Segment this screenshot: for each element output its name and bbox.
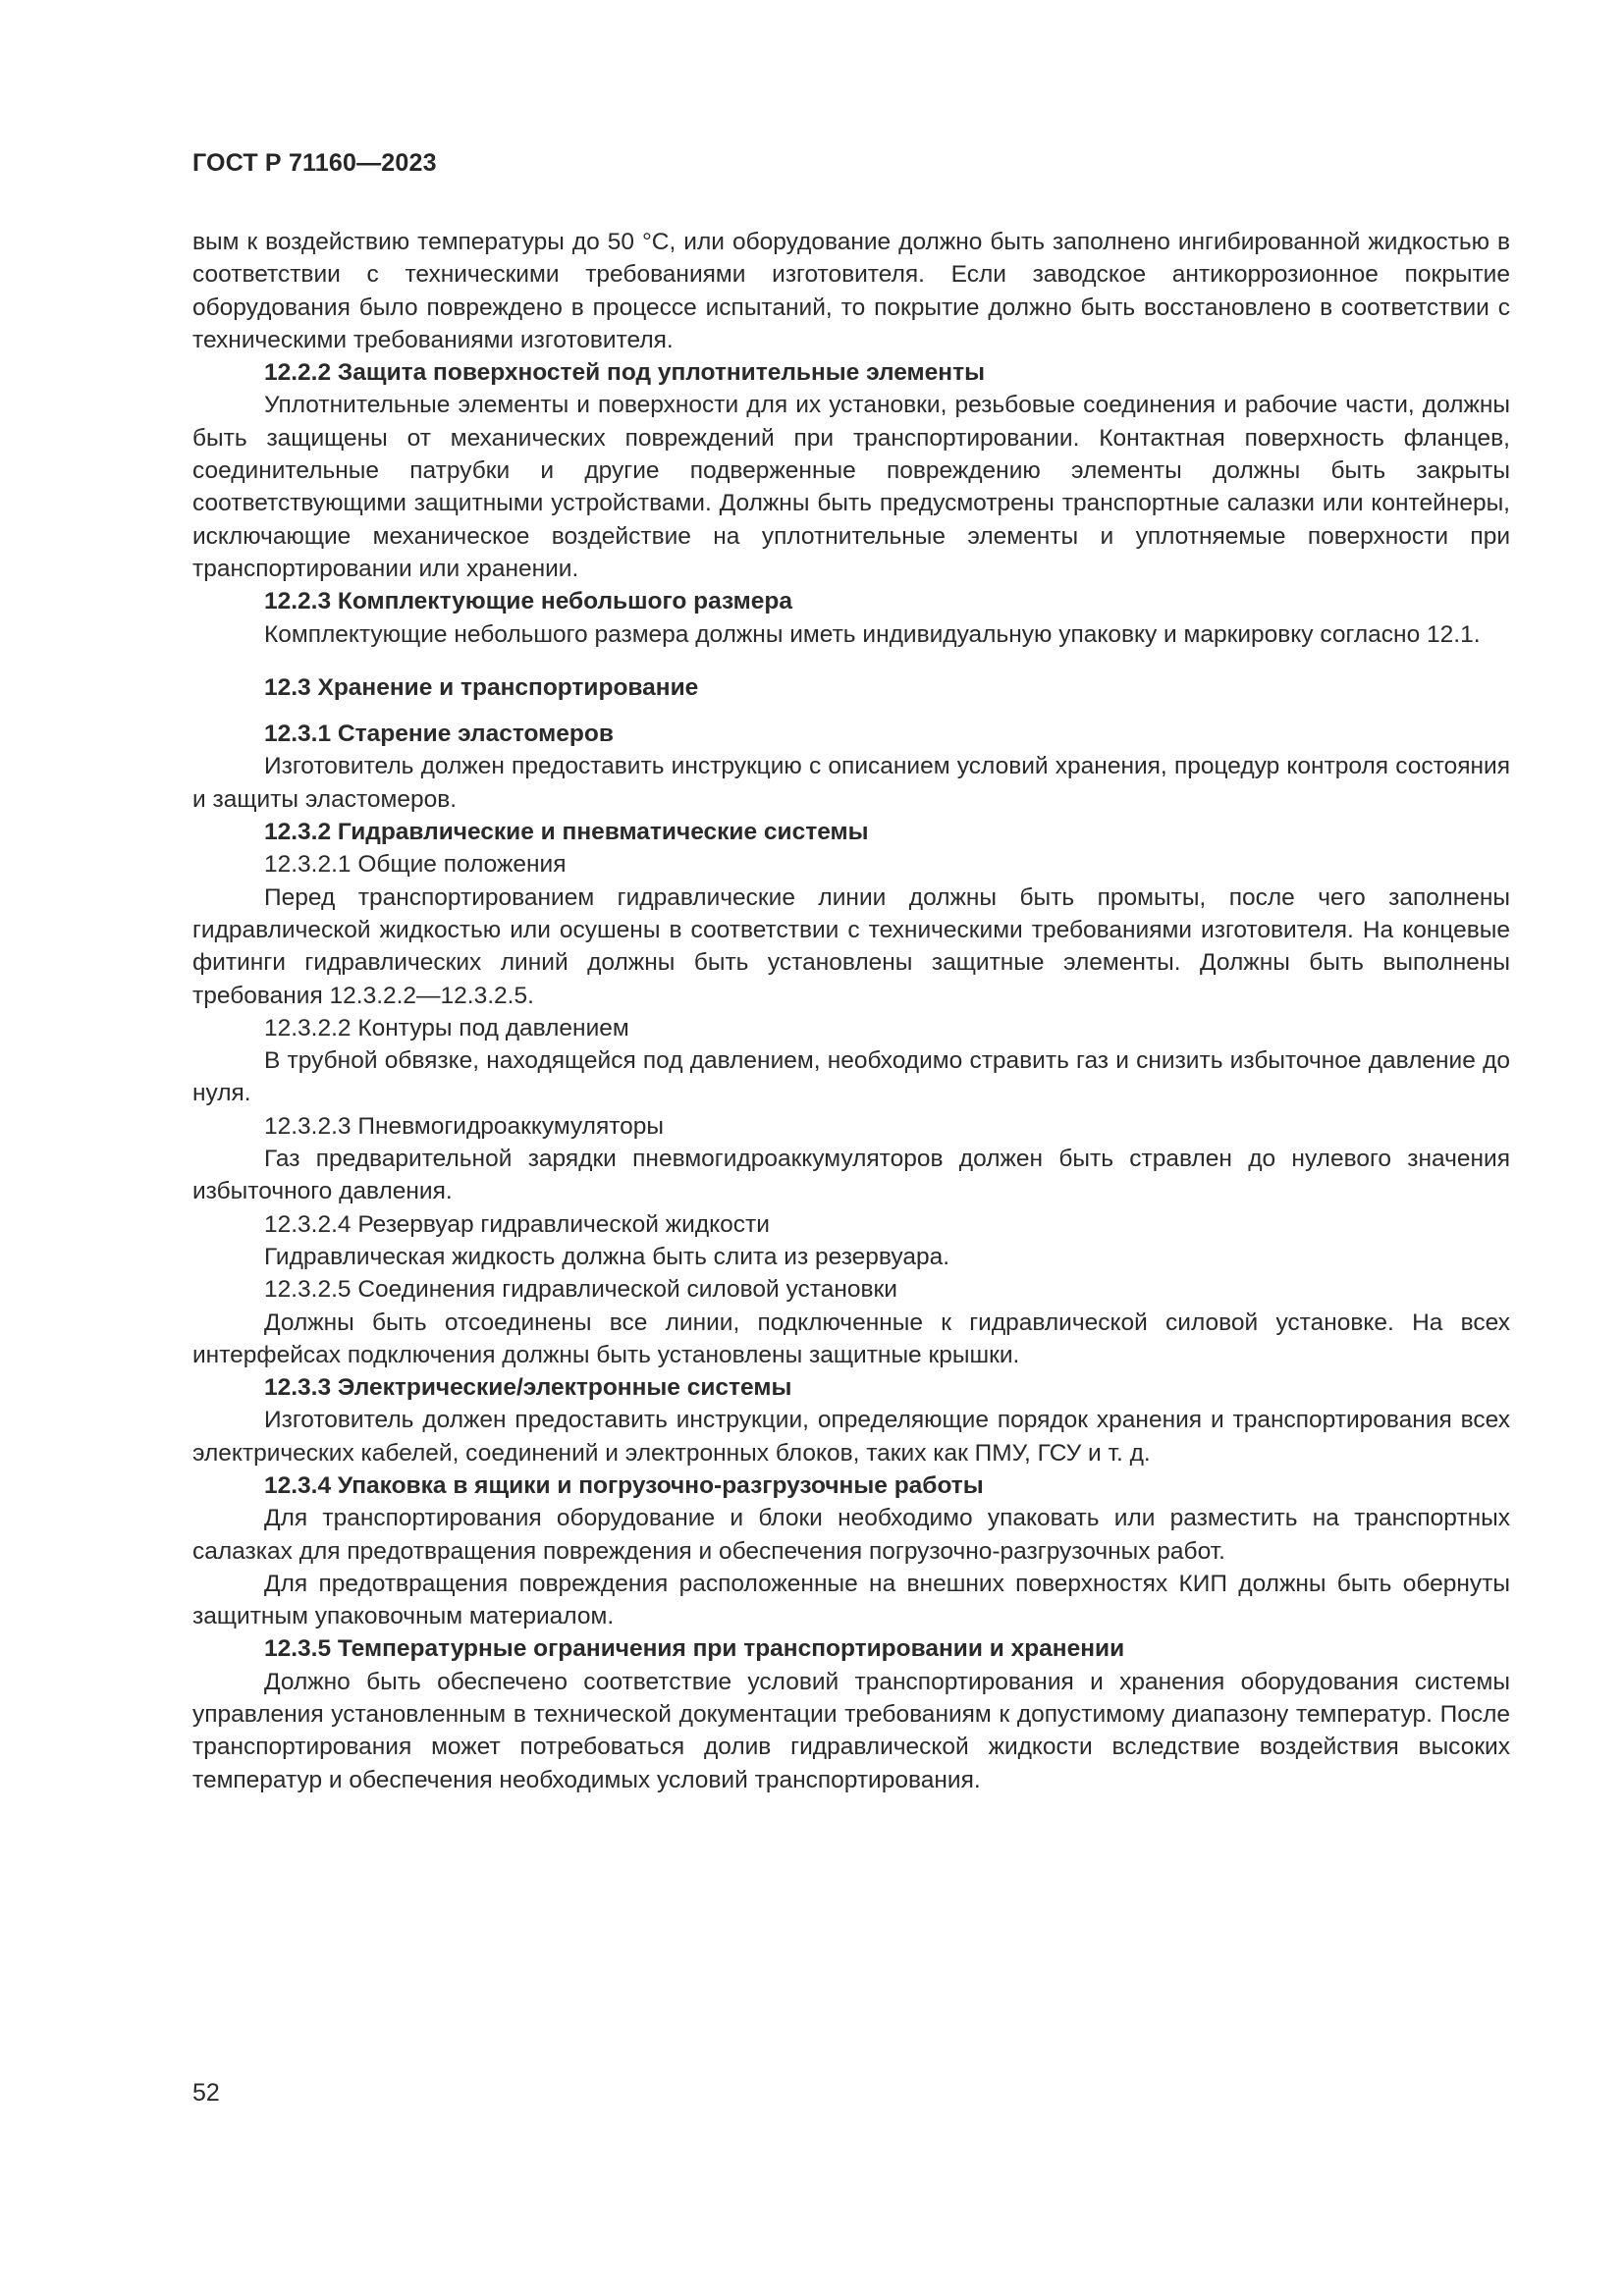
- paragraph: Комплектующие небольшого размера должны иметь индивидуальную упаковку и маркировку согласно 12.1.: [264, 620, 1481, 648]
- paragraph: Газ предварительной зарядки пневмогидроаккумуляторов должен быть стравлен до нулевого значения избыточного давления.: [192, 1146, 1510, 1205]
- page-number: 52: [192, 2079, 220, 2107]
- paragraph: Для предотвращения повреждения расположенные на внешних поверхностях КИП должны быть обернуты защитным упаковочным материалом.: [192, 1570, 1510, 1630]
- clause-heading: 12.3.2.2 Контуры под давлением: [264, 1014, 629, 1041]
- clause-heading: 12.3.2.3 Пневмогидроаккумуляторы: [264, 1112, 665, 1140]
- clause-heading: 12.3.2.5 Соединения гидравлической силовой установки: [264, 1276, 897, 1304]
- paragraph: В трубной обвязке, находящейся под давлением, необходимо стравить газ и снизить избыточное давление до нуля.: [192, 1047, 1510, 1107]
- subsection-heading: 12.3.3 Электрические/электронные системы: [264, 1374, 792, 1402]
- paragraph: Перед транспортированием гидравлические линии должны быть промыты, после чего заполнены гидравлической жидкостью или осушены в соответствии с техническими требованиями изготовителя. На концевые фитинги гидравлических линий должны быть установлены защитные элементы. Должны быть выполнены требования 12.3.2.2—12.3.2.5.: [192, 883, 1510, 1009]
- paragraph: Должно быть обеспечено соответствие условий транспортирования и хранения оборудования системы управления установленным в технической документации требованиям к допустимому диапазону температур. После транспортирования может потребоваться долив гидравлической жидкости вследствие воздействия высоких температур и обеспечения необходимых условий транспортирования.: [192, 1668, 1510, 1793]
- paragraph: Изготовитель должен предоставить инструкции, определяющие порядок хранения и транспортирования всех электрических кабелей, соединений и электронных блоков, таких как ПМУ, ГСУ и т. д.: [192, 1407, 1510, 1467]
- subsection-heading: 12.3.2 Гидравлические и пневматические системы: [264, 819, 869, 846]
- paragraph: Уплотнительные элементы и поверхности для их установки, резьбовые соединения и рабочие части, должны быть защищены от механических повреждений при транспортировании. Контактная поверхность фланцев, соединительные патрубки и другие подверженные повреждению элементы должны быть закрыты соответствующими защитными устройствами. Должны быть предусмотрены транспортные салазки или контейнеры, исключающие механическое воздействие на уплотнительные элементы и уплотняемые поверхности при транспортировании или хранении.: [192, 392, 1510, 582]
- clause-heading: 12.3.2.4 Резервуар гидравлической жидкости: [264, 1210, 770, 1238]
- paragraph: Изготовитель должен предоставить инструкцию с описанием условий хранения, процедур контроля состояния и защиты эластомеров.: [192, 753, 1510, 813]
- subsection-heading: 12.2.2 Защита поверхностей под уплотнительные элементы: [264, 359, 986, 387]
- section-heading: 12.3 Хранение и транспортирование: [264, 673, 699, 701]
- subsection-heading: 12.3.4 Упаковка в ящики и погрузочно-разгрузочные работы: [264, 1471, 984, 1499]
- document-header: ГОСТ Р 71160—2023: [192, 149, 437, 177]
- subsection-heading: 12.2.3 Комплектующие небольшого размера: [264, 588, 792, 615]
- paragraph: Гидравлическая жидкость должна быть слита из резервуара.: [264, 1243, 950, 1270]
- paragraph: Для транспортирования оборудование и блоки необходимо упаковать или разместить на транспортных салазках для предотвращения повреждения и обеспечения погрузочно-разгрузочных работ.: [192, 1505, 1510, 1565]
- document-body: [192, 226, 1510, 1796]
- paragraph: Должны быть отсоединены все линии, подключенные к гидравлической силовой установке. На всех интерфейсах подключения должны быть установлены защитные крышки.: [192, 1308, 1510, 1368]
- paragraph: вым к воздействию температуры до 50 °C, или оборудование должно быть заполнено ингибированной жидкостью в соответствии с техническими требованиями изготовителя. Если заводское антикоррозионное покрытие оборудования было повреждено в процессе испытаний, то покрытие должно быть восстановлено в соответствии с техническими требованиями изготовителя.: [192, 229, 1510, 353]
- subsection-heading: 12.3.1 Старение эластомеров: [264, 721, 614, 748]
- subsection-heading: 12.3.5 Температурные ограничения при транспортировании и хранении: [264, 1635, 1125, 1663]
- clause-heading: 12.3.2.1 Общие положения: [264, 851, 567, 879]
